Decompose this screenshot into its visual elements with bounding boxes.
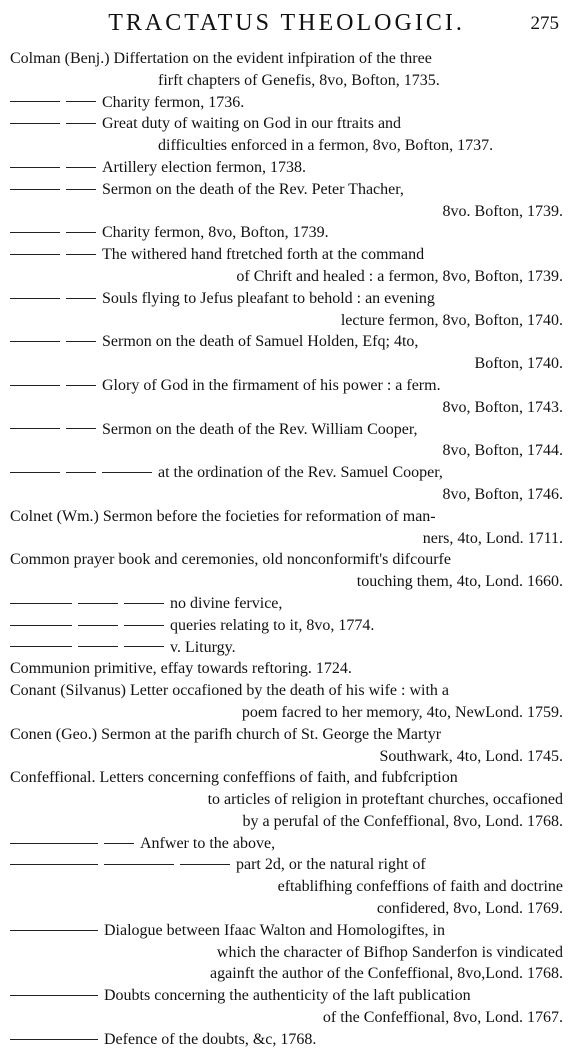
list-item — [10, 833, 563, 855]
ditto-dash — [10, 189, 60, 190]
list-item — [10, 157, 563, 179]
entry-line: againft the author of the Confeffional, 8vo,Lond. 1768. — [210, 965, 563, 983]
entry-line: confidered, 8vo, Lond. 1769. — [376, 900, 563, 918]
list-item — [10, 920, 563, 985]
list-item — [10, 506, 563, 550]
entry-line: Sermon on the death of Samuel Holden, Efq; 4to, — [102, 333, 419, 351]
entry-line: Souls flying to Jefus pleafant to behold : an evening — [102, 289, 435, 307]
ditto-dash — [66, 341, 96, 342]
list-item — [10, 724, 563, 768]
ditto-dash — [10, 864, 98, 865]
running-title: TRACTATUS THEOLOGICI. — [108, 10, 465, 36]
ditto-dash — [10, 298, 60, 299]
ditto-dash — [10, 995, 98, 996]
entry-line: ners, 4to, Lond. 1711. — [422, 529, 563, 547]
entry-line: The withered hand ftretched forth at the command — [102, 246, 425, 264]
entry-line: Colnet (Wm.) Sermon before the focieties for reformation of man- — [10, 507, 436, 525]
entry-line: Sermon on the death of the Rev. Peter Thacher, — [102, 180, 404, 198]
entry-line: Common prayer book and ceremonies, old nonconformift's difcourfe — [10, 551, 451, 569]
catalog-entries — [10, 48, 563, 1051]
list-item — [10, 615, 563, 637]
entry-line: Charity fermon, 1736. — [102, 93, 245, 111]
ditto-dash — [10, 232, 60, 233]
entry-line: 8vo, Bofton, 1744. — [442, 442, 563, 460]
list-item — [10, 593, 563, 615]
ditto-dash — [102, 472, 152, 473]
ditto-dash — [78, 603, 118, 604]
list-item — [10, 637, 563, 659]
ditto-dash — [104, 864, 174, 865]
ditto-dash — [66, 232, 96, 233]
entry-line: 8vo, Bofton, 1743. — [442, 398, 563, 416]
entry-line: difficulties enforced in a fermon, 8vo, Bofton, 1737. — [158, 137, 494, 155]
ditto-dash — [78, 646, 118, 647]
entry-line: Doubts concerning the authenticity of the laft publication — [104, 987, 471, 1005]
ditto-dash — [124, 603, 164, 604]
ditto-dash — [66, 189, 96, 190]
entry-line: Glory of God in the firmament of his power : a ferm. — [102, 376, 441, 394]
entry-line: which the character of Bifhop Sanderfon is vindicated — [216, 943, 563, 961]
list-item — [10, 48, 563, 92]
entry-line: v. Liturgy. — [170, 638, 236, 656]
entry-line: Anfwer to the above, — [140, 834, 276, 852]
entry-line: Sermon on the death of the Rev. William Cooper, — [102, 420, 418, 438]
entry-line: by a perufal of the Confeffional, 8vo, Lond. 1768. — [242, 812, 563, 830]
ditto-dash — [10, 603, 72, 604]
ditto-dash — [10, 254, 60, 255]
list-item — [10, 854, 563, 919]
entry-line: Conant (Silvanus) Letter occafioned by the death of his wife : with a — [10, 682, 449, 700]
ditto-dash — [10, 472, 60, 473]
ditto-dash — [180, 864, 230, 865]
running-header — [10, 6, 563, 48]
ditto-dash — [66, 167, 96, 168]
ditto-dash — [124, 625, 164, 626]
ditto-dash — [66, 298, 96, 299]
ditto-dash — [78, 625, 118, 626]
list-item — [10, 375, 563, 419]
list-item — [10, 1029, 563, 1051]
ditto-dash — [10, 843, 98, 844]
list-item — [10, 985, 563, 1029]
entry-line: Southwark, 4to, Lond. 1745. — [379, 747, 563, 765]
ditto-dash — [10, 930, 98, 931]
ditto-dash — [10, 646, 72, 647]
entry-line: Colman (Benj.) Differtation on the evident infpiration of the three — [10, 50, 432, 67]
list-item — [10, 462, 563, 506]
entry-line: Dialogue between Ifaac Walton and Homologiftes, in — [104, 921, 445, 939]
list-item — [10, 419, 563, 463]
page-number: 275 — [530, 13, 559, 34]
entry-line: touching them, 4to, Lond. 1660. — [356, 573, 563, 591]
ditto-dash — [104, 843, 134, 844]
ditto-dash — [124, 646, 164, 647]
ditto-dash — [10, 341, 60, 342]
entry-line: Great duty of waiting on God in our ftraits and — [102, 115, 402, 133]
list-item — [10, 244, 563, 288]
list-item — [10, 222, 563, 244]
entry-line: Bofton, 1740. — [474, 355, 563, 373]
ditto-dash — [66, 428, 96, 429]
list-item — [10, 767, 563, 832]
ditto-dash — [66, 472, 96, 473]
entry-line: of Chrift and healed : a fermon, 8vo, Bofton, 1739. — [236, 267, 563, 285]
ditto-dash — [10, 428, 60, 429]
ditto-dash — [10, 625, 72, 626]
ditto-dash — [66, 101, 96, 102]
entry-line: eftablifhing confeffions of faith and doctrine — [277, 878, 563, 896]
ditto-dash — [10, 1039, 98, 1040]
list-item — [10, 92, 563, 114]
ditto-dash — [66, 123, 96, 124]
entry-line: at the ordination of the Rev. Samuel Cooper, — [158, 464, 443, 482]
entry-line: of the Confeffional, 8vo, Lond. 1767. — [322, 1009, 563, 1027]
list-item — [10, 680, 563, 724]
list-item — [10, 113, 563, 157]
entry-line: Artillery election fermon, 1738. — [102, 158, 306, 176]
entry-line: 8vo. Bofton, 1739. — [442, 202, 563, 220]
entry-line: Charity fermon, 8vo, Bofton, 1739. — [102, 224, 329, 242]
entry-line: Conen (Geo.) Sermon at the parifh church of St. George the Martyr — [10, 725, 442, 743]
list-item — [10, 658, 563, 680]
ditto-dash — [10, 385, 60, 386]
list-item — [10, 331, 563, 375]
entry-line: lecture fermon, 8vo, Bofton, 1740. — [340, 311, 563, 329]
ditto-dash — [10, 167, 60, 168]
entry-line: queries relating to it, 8vo, 1774. — [170, 616, 375, 634]
ditto-dash — [10, 123, 60, 124]
entry-line: part 2d, or the natural right of — [236, 856, 426, 874]
entry-line: poem facred to her memory, 4to, NewLond. 1759. — [241, 703, 563, 721]
list-item — [10, 549, 563, 593]
entry-line: to articles of religion in proteftant churches, occafioned — [207, 791, 563, 809]
entry-line: Defence of the doubts, &c, 1768. — [104, 1030, 317, 1048]
ditto-dash — [10, 101, 60, 102]
ditto-dash — [66, 385, 96, 386]
entry-line: Communion primitive, effay towards reftoring. 1724. — [10, 660, 352, 678]
ditto-dash — [66, 254, 96, 255]
entry-line: 8vo, Bofton, 1746. — [442, 485, 563, 503]
entry-line: firft chapters of Genefis, 8vo, Bofton, 1735. — [158, 71, 440, 89]
list-item — [10, 179, 563, 223]
list-item — [10, 288, 563, 332]
entry-line: no divine fervice, — [170, 594, 283, 612]
entry-line: Confeffional. Letters concerning confeffions of faith, and fubfcription — [10, 769, 458, 787]
